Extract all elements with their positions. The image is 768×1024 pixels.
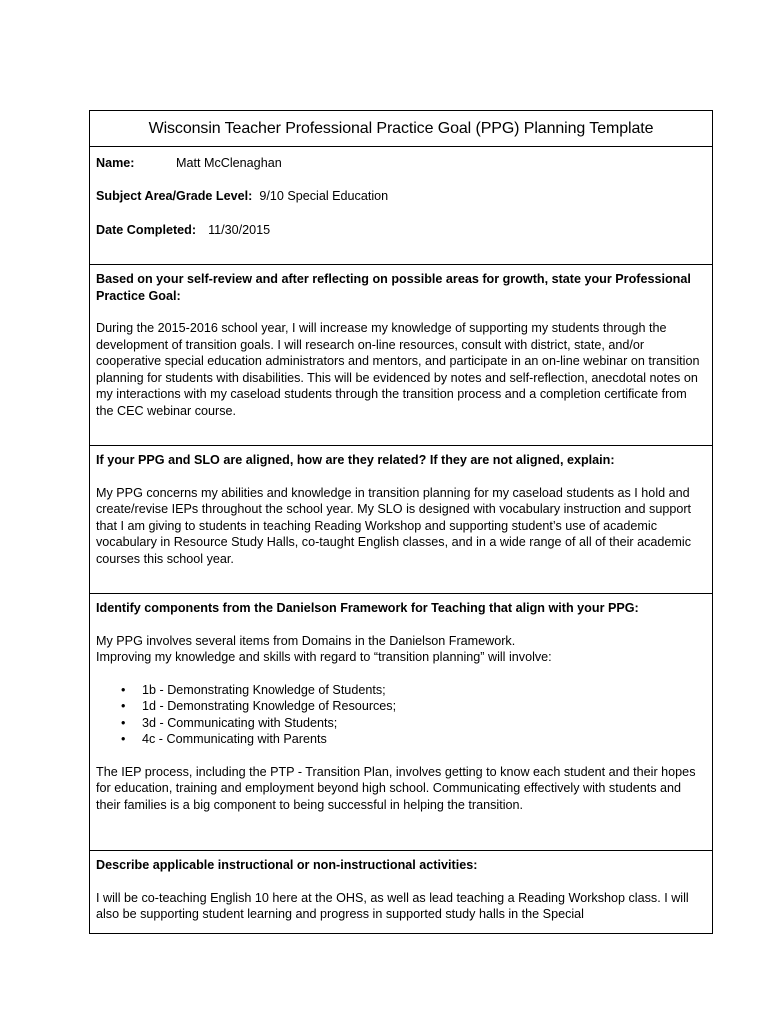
goal-body: During the 2015-2016 school year, I will increase my knowledge of supporting my students through the development of transition goals. I will research on-line resources, consult with district, state, and/or cooperative special education administrators and mentors, and participate in an on-line webinar on transition planning for students with disabilities. This will be evidenced by notes and self-reflection, anecdotal notes on my interactions with my caseload students through the transition process and a completion certificate from the CEC webinar course.: [96, 321, 700, 418]
activities-heading: Describe applicable instructional or non-instructional activities:: [96, 858, 478, 872]
name-label: Name:: [96, 155, 135, 170]
info-section: [90, 147, 712, 265]
activities-section: [90, 851, 712, 933]
danielson-intro-line1: My PPG involves several items from Domains in the Danielson Framework.: [96, 633, 516, 648]
danielson-closing: The IEP process, including the PTP - Transition Plan, involves getting to know each student and their hopes for education, training and employment beyond high school. Communicating effectively with students and their families is a big component to being successful in helping the transition.: [96, 764, 696, 812]
date-label: Date Completed:: [96, 222, 197, 237]
goal-heading: Based on your self-review and after reflecting on possible areas for growth, state your Professional Practice Goal:: [96, 272, 691, 303]
subject-value: 9/10 Special Education: [259, 188, 389, 203]
ppg-template-table: [89, 110, 713, 934]
list-item: • 3d - Communicating with Students;: [142, 715, 706, 732]
danielson-intro-line2: Improving my knowledge and skills with regard to “transition planning” will involve:: [96, 650, 552, 664]
list-item: • 4c - Communicating with Parents: [142, 731, 706, 748]
list-item: • 1b - Demonstrating Knowledge of Students;: [142, 682, 706, 699]
alignment-section: [90, 446, 712, 594]
goal-section: [90, 265, 712, 446]
danielson-component-list: [96, 682, 706, 748]
date-field: [96, 213, 706, 247]
danielson-section: [90, 594, 712, 851]
document-title: Wisconsin Teacher Professional Practice Goal (PPG) Planning Template: [148, 119, 654, 137]
title-row: [90, 111, 712, 147]
activities-body: I will be co-teaching English 10 here at the OHS, as well as lead teaching a Reading Workshop class. I will also be supporting student learning and progress in supported study halls in the Special: [96, 890, 689, 921]
name-value: Matt McClenaghan: [176, 155, 282, 170]
list-item: • 1d - Demonstrating Knowledge of Resources;: [142, 698, 706, 715]
date-value: 11/30/2015: [208, 222, 271, 237]
alignment-heading: If your PPG and SLO are aligned, how are they related? If they are not aligned, explain:: [96, 453, 615, 467]
subject-field: [96, 179, 706, 213]
subject-label: Subject Area/Grade Level:: [96, 188, 253, 203]
name-field: [96, 147, 706, 179]
alignment-body: My PPG concerns my abilities and knowledge in transition planning for my caseload students as I hold and create/revise IEPs throughout the school year. My SLO is designed with vocabulary instruction and support that I am giving to students in teaching Reading Workshop and supporting student’s use of academic vocabulary in Resource Study Halls, co-taught English classes, and in a wide range of all of their academic courses this school year.: [96, 485, 692, 566]
danielson-heading: Identify components from the Danielson Framework for Teaching that align with your PPG:: [96, 601, 639, 615]
